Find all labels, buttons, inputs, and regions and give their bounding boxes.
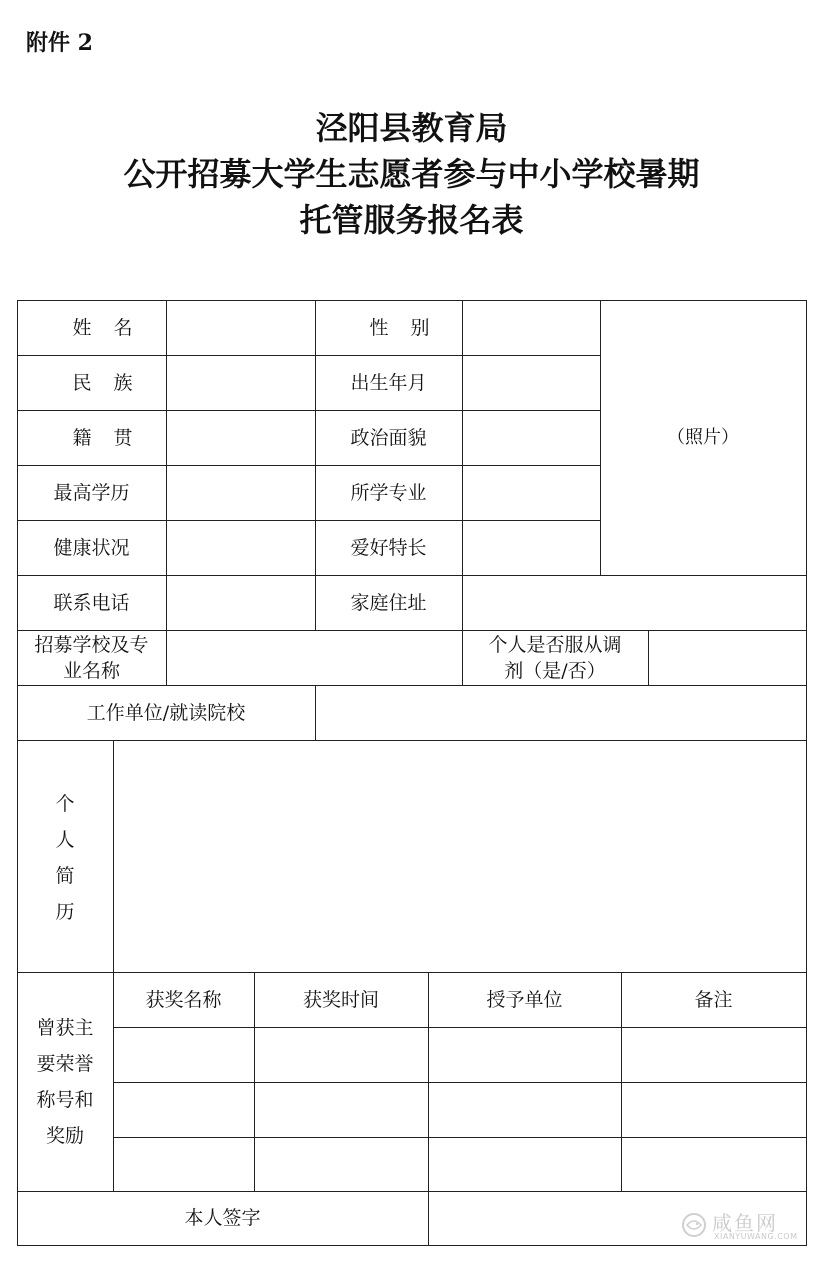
photo-box[interactable] [600,300,806,575]
political-label: 政治面貌 [350,426,427,449]
awards-col-header: 获奖时间 [302,988,379,1011]
title-line-1: 泾阳县教育局 [315,109,508,147]
awards-cell[interactable] [621,1027,806,1082]
awards-cell[interactable] [254,1082,428,1137]
work-unit-label: 工作单位/就读院校 [86,701,246,724]
awards-label-line: 奖励 [45,1124,84,1147]
photo-label: （照片） [667,426,739,448]
resume-label-char: 人 [55,829,75,851]
resume-label-char: 个 [55,793,75,815]
awards-label-line: 要荣誉 [36,1052,94,1075]
title-line-3: 托管服务报名表 [299,201,524,239]
form-border-right [806,300,807,1246]
awards-col-header: 授予单位 [486,988,563,1011]
awards-cell[interactable] [621,1137,806,1191]
awards-col-header: 获奖名称 [145,988,222,1011]
ethnicity-field[interactable] [166,355,315,410]
resume-label-char: 历 [55,901,75,923]
resume-label [17,740,113,972]
attachment-label: 附件 2 [26,30,93,56]
fish-logo-icon [680,1211,708,1239]
major-label: 所学专业 [350,481,427,504]
awards-cell[interactable] [254,1027,428,1082]
phone-field[interactable] [166,575,315,630]
hobby-label: 爱好特长 [350,536,427,559]
work-unit-field[interactable] [315,685,806,740]
address-label: 家庭住址 [350,591,427,614]
health-label: 健康状况 [53,536,130,559]
obey-adjustment-label-line: 个人是否服从调 [488,633,622,656]
obey-adjustment-label-line: 剂（是/否） [504,659,606,682]
watermark [680,1207,810,1247]
name-field[interactable] [166,300,315,355]
awards-label [17,972,113,1191]
gender-label: 性别 [369,316,452,339]
resume-field[interactable] [113,740,806,972]
registration-form [17,300,807,1246]
awards-cell[interactable] [113,1027,254,1082]
awards-col-header: 备注 [694,988,733,1011]
education-label: 最高学历 [53,481,130,504]
watermark-text: 咸鱼网 [712,1211,778,1235]
watermark-domain: XIANYUWANG.COM [714,1232,798,1241]
health-field[interactable] [166,520,315,575]
awards-cell[interactable] [113,1137,254,1191]
native-place-label: 籍贯 [72,426,155,449]
gender-field[interactable] [462,300,600,355]
recruit-school-label-line: 业名称 [62,659,120,682]
awards-cell[interactable] [428,1082,621,1137]
name-label: 姓名 [72,316,155,339]
birth-label: 出生年月 [350,371,427,394]
address-field[interactable] [462,575,806,630]
title-line-2: 公开招募大学生志愿者参与中小学校暑期 [123,155,700,193]
recruit-school-label-line: 招募学校及专 [34,633,149,656]
political-field[interactable] [462,410,600,465]
hobby-field[interactable] [462,520,600,575]
education-field[interactable] [166,465,315,520]
recruit-school-field[interactable] [166,630,462,685]
awards-label-line: 曾获主 [36,1016,94,1039]
obey-adjustment-label [462,630,648,685]
signature-label: 本人签字 [184,1207,261,1229]
ethnicity-label: 民族 [72,371,155,394]
native-place-field[interactable] [166,410,315,465]
resume-label-char: 简 [55,865,75,887]
awards-cell[interactable] [113,1082,254,1137]
awards-cell[interactable] [428,1027,621,1082]
awards-cell[interactable] [621,1082,806,1137]
obey-adjustment-field[interactable] [648,630,806,685]
awards-label-line: 称号和 [36,1088,94,1111]
recruit-school-label [17,630,166,685]
phone-label: 联系电话 [53,591,130,614]
major-field[interactable] [462,465,600,520]
awards-cell[interactable] [428,1137,621,1191]
awards-cell[interactable] [254,1137,428,1191]
birth-field[interactable] [462,355,600,410]
